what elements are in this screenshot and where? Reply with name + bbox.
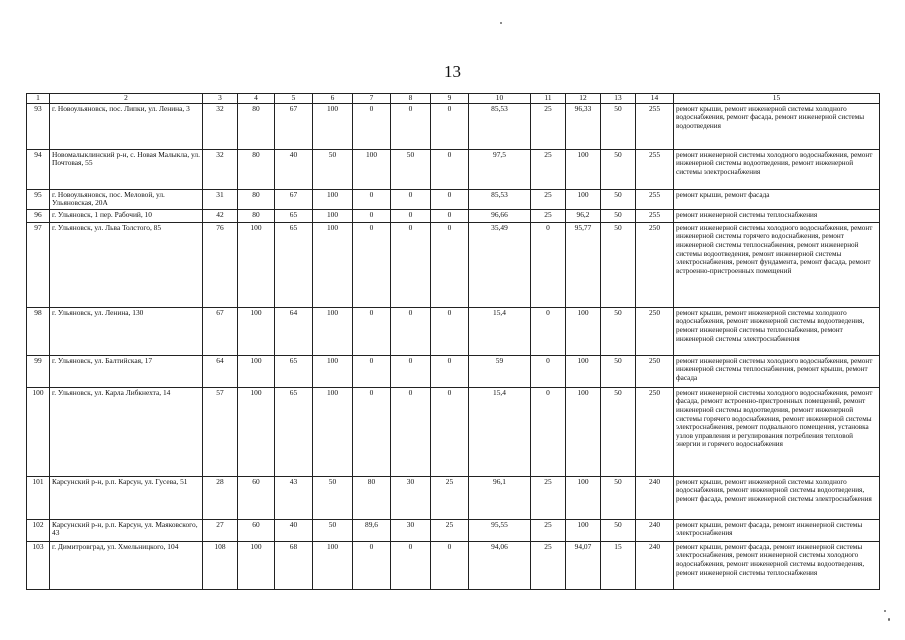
column-header-15: 15 bbox=[674, 94, 880, 104]
cell-c6: 100 bbox=[313, 209, 353, 222]
column-header-7: 7 bbox=[353, 94, 391, 104]
cell-c6: 100 bbox=[313, 103, 353, 149]
cell-c5: 67 bbox=[275, 189, 313, 209]
cell-c10: 96,1 bbox=[469, 476, 531, 519]
cell-c3: 57 bbox=[203, 387, 238, 476]
cell-c11: 25 bbox=[531, 149, 566, 189]
cell-c3: 27 bbox=[203, 519, 238, 541]
cell-c10: 85,53 bbox=[469, 189, 531, 209]
address-cell: г. Ульяновск, ул. Балтийская, 17 bbox=[50, 355, 203, 387]
column-header-10: 10 bbox=[469, 94, 531, 104]
cell-c3: 42 bbox=[203, 209, 238, 222]
row-number-cell: 94 bbox=[27, 149, 50, 189]
cell-c8: 0 bbox=[391, 209, 431, 222]
cell-c7: 0 bbox=[353, 103, 391, 149]
row-number-cell: 102 bbox=[27, 519, 50, 541]
cell-c3: 64 bbox=[203, 355, 238, 387]
cell-c8: 50 bbox=[391, 149, 431, 189]
cell-c8: 0 bbox=[391, 387, 431, 476]
cell-c6: 50 bbox=[313, 519, 353, 541]
column-header-4: 4 bbox=[238, 94, 275, 104]
cell-c8: 0 bbox=[391, 222, 431, 307]
cell-c4: 100 bbox=[238, 541, 275, 589]
address-cell: г. Ульяновск, 1 пер. Рабочий, 10 bbox=[50, 209, 203, 222]
cell-c12: 100 bbox=[566, 307, 601, 355]
cell-c12: 100 bbox=[566, 189, 601, 209]
table-row bbox=[27, 387, 880, 476]
cell-c3: 31 bbox=[203, 189, 238, 209]
cell-c4: 80 bbox=[238, 209, 275, 222]
column-header-9: 9 bbox=[431, 94, 469, 104]
cell-c14: 255 bbox=[636, 209, 674, 222]
cell-c12: 96,33 bbox=[566, 103, 601, 149]
cell-c8: 0 bbox=[391, 355, 431, 387]
cell-c6: 100 bbox=[313, 387, 353, 476]
works-cell: ремонт инженерной системы холодного водоснабжения, ремонт фасада, ремонт встроенно-пристроенных помещений, ремонт инженерной системы водоотведения, ремонт инженерной системы горячего водоснабжения, ремонт инженерной системы электроснабжения, ремонт подвального помещения, установка узлов управления и регулирования потребления тепловой энергии и горячего водоснабжения bbox=[674, 387, 880, 476]
cell-c9: 0 bbox=[431, 387, 469, 476]
cell-c14: 255 bbox=[636, 189, 674, 209]
works-cell: ремонт инженерной системы холодного водоснабжения, ремонт инженерной системы водоотведения, ремонт инженерной системы электроснабжения bbox=[674, 149, 880, 189]
cell-c10: 94,06 bbox=[469, 541, 531, 589]
cell-c5: 65 bbox=[275, 355, 313, 387]
works-cell: ремонт инженерной системы теплоснабжения bbox=[674, 209, 880, 222]
cell-c10: 15,4 bbox=[469, 307, 531, 355]
row-number-cell: 99 bbox=[27, 355, 50, 387]
cell-c9: 0 bbox=[431, 149, 469, 189]
row-number-cell: 100 bbox=[27, 387, 50, 476]
works-cell: ремонт крыши, ремонт инженерной системы холодного водоснабжения, ремонт фасада, ремонт инженерной системы водоотведения bbox=[674, 103, 880, 149]
cell-c12: 94,07 bbox=[566, 541, 601, 589]
cell-c8: 0 bbox=[391, 189, 431, 209]
cell-c7: 80 bbox=[353, 476, 391, 519]
cell-c3: 32 bbox=[203, 149, 238, 189]
cell-c13: 50 bbox=[601, 387, 636, 476]
cell-c9: 0 bbox=[431, 222, 469, 307]
cell-c12: 100 bbox=[566, 519, 601, 541]
cell-c14: 240 bbox=[636, 519, 674, 541]
cell-c3: 76 bbox=[203, 222, 238, 307]
cell-c7: 100 bbox=[353, 149, 391, 189]
works-cell: ремонт крыши, ремонт инженерной системы холодного водоснабжения, ремонт инженерной системы водоотведения, ремонт фасада, ремонт инженерной системы электроснабжения bbox=[674, 476, 880, 519]
cell-c6: 100 bbox=[313, 541, 353, 589]
cell-c3: 108 bbox=[203, 541, 238, 589]
address-cell: Карсунский р-н, р.п. Карсун, ул. Гусева, 51 bbox=[50, 476, 203, 519]
address-cell: Карсунский р-н, р.п. Карсун, ул. Маяковского, 43 bbox=[50, 519, 203, 541]
cell-c7: 0 bbox=[353, 222, 391, 307]
cell-c4: 80 bbox=[238, 149, 275, 189]
table-row bbox=[27, 519, 880, 541]
cell-c14: 250 bbox=[636, 222, 674, 307]
cell-c13: 15 bbox=[601, 541, 636, 589]
address-cell: г. Димитровград, ул. Хмельницкого, 104 bbox=[50, 541, 203, 589]
page-number: 13 bbox=[444, 62, 461, 81]
column-header-8: 8 bbox=[391, 94, 431, 104]
table-row bbox=[27, 222, 880, 307]
cell-c10: 95,55 bbox=[469, 519, 531, 541]
cell-c6: 100 bbox=[313, 189, 353, 209]
cell-c9: 25 bbox=[431, 519, 469, 541]
cell-c8: 0 bbox=[391, 103, 431, 149]
address-cell: г. Ульяновск, ул. Ленина, 130 bbox=[50, 307, 203, 355]
cell-c5: 65 bbox=[275, 209, 313, 222]
cell-c6: 100 bbox=[313, 222, 353, 307]
cell-c5: 64 bbox=[275, 307, 313, 355]
cell-c4: 100 bbox=[238, 355, 275, 387]
cell-c11: 0 bbox=[531, 387, 566, 476]
cell-c3: 28 bbox=[203, 476, 238, 519]
cell-c7: 0 bbox=[353, 387, 391, 476]
address-cell: г. Новоульяновск, пос. Липки, ул. Ленина, 3 bbox=[50, 103, 203, 149]
cell-c13: 50 bbox=[601, 307, 636, 355]
row-number-cell: 103 bbox=[27, 541, 50, 589]
column-header-3: 3 bbox=[203, 94, 238, 104]
cell-c13: 50 bbox=[601, 209, 636, 222]
cell-c8: 30 bbox=[391, 476, 431, 519]
cell-c10: 97,5 bbox=[469, 149, 531, 189]
repair-program-table bbox=[26, 93, 880, 590]
cell-c5: 65 bbox=[275, 222, 313, 307]
cell-c4: 60 bbox=[238, 519, 275, 541]
cell-c13: 50 bbox=[601, 103, 636, 149]
cell-c4: 100 bbox=[238, 222, 275, 307]
cell-c5: 40 bbox=[275, 149, 313, 189]
works-cell: ремонт крыши, ремонт инженерной системы холодного водоснабжения, ремонт инженерной системы водоотведения, ремонт инженерной системы теплоснабжения, ремонт инженерной системы электроснабжения bbox=[674, 307, 880, 355]
row-number-cell: 93 bbox=[27, 103, 50, 149]
address-cell: г. Ульяновск, ул. Карла Либкнехта, 14 bbox=[50, 387, 203, 476]
cell-c10: 96,66 bbox=[469, 209, 531, 222]
column-header-1: 1 bbox=[27, 94, 50, 104]
cell-c11: 0 bbox=[531, 307, 566, 355]
cell-c13: 50 bbox=[601, 222, 636, 307]
row-number-cell: 96 bbox=[27, 209, 50, 222]
cell-c8: 0 bbox=[391, 307, 431, 355]
cell-c5: 68 bbox=[275, 541, 313, 589]
cell-c11: 25 bbox=[531, 476, 566, 519]
cell-c6: 50 bbox=[313, 476, 353, 519]
cell-c7: 0 bbox=[353, 307, 391, 355]
cell-c13: 50 bbox=[601, 519, 636, 541]
cell-c7: 0 bbox=[353, 189, 391, 209]
cell-c5: 40 bbox=[275, 519, 313, 541]
cell-c4: 80 bbox=[238, 103, 275, 149]
cell-c7: 89,6 bbox=[353, 519, 391, 541]
column-header-13: 13 bbox=[601, 94, 636, 104]
cell-c8: 30 bbox=[391, 519, 431, 541]
row-number-cell: 95 bbox=[27, 189, 50, 209]
cell-c5: 65 bbox=[275, 387, 313, 476]
cell-c11: 25 bbox=[531, 103, 566, 149]
cell-c4: 80 bbox=[238, 189, 275, 209]
works-cell: ремонт крыши, ремонт фасада, ремонт инженерной системы электроснабжения, ремонт инженерной системы холодного водоснабжения, ремонт инженерной системы водоотведения, ремонт инженерной системы теплоснабжения bbox=[674, 541, 880, 589]
cell-c4: 60 bbox=[238, 476, 275, 519]
cell-c10: 35,49 bbox=[469, 222, 531, 307]
cell-c13: 50 bbox=[601, 355, 636, 387]
cell-c9: 0 bbox=[431, 541, 469, 589]
cell-c6: 100 bbox=[313, 355, 353, 387]
table-row bbox=[27, 149, 880, 189]
cell-c3: 32 bbox=[203, 103, 238, 149]
cell-c13: 50 bbox=[601, 149, 636, 189]
cell-c9: 0 bbox=[431, 307, 469, 355]
cell-c9: 0 bbox=[431, 103, 469, 149]
cell-c10: 85,53 bbox=[469, 103, 531, 149]
cell-c9: 0 bbox=[431, 189, 469, 209]
cell-c8: 0 bbox=[391, 541, 431, 589]
works-cell: ремонт инженерной системы холодного водоснабжения, ремонт инженерной системы горячего водоснабжения, ремонт инженерной системы теплоснабжения, ремонт инженерной системы водоотведения, ремонт инженерной системы электроснабжения, ремонт фундамента, ремонт фасада, ремонт встроенно-пристроенных помещений bbox=[674, 222, 880, 307]
cell-c9: 0 bbox=[431, 355, 469, 387]
cell-c5: 43 bbox=[275, 476, 313, 519]
table-row bbox=[27, 189, 880, 209]
cell-c11: 25 bbox=[531, 209, 566, 222]
cell-c14: 240 bbox=[636, 476, 674, 519]
cell-c12: 100 bbox=[566, 355, 601, 387]
row-number-cell: 97 bbox=[27, 222, 50, 307]
cell-c4: 100 bbox=[238, 307, 275, 355]
address-cell: г. Новоульяновск, пос. Меловой, ул. Ульяновская, 20А bbox=[50, 189, 203, 209]
table-row bbox=[27, 307, 880, 355]
cell-c14: 255 bbox=[636, 103, 674, 149]
cell-c7: 0 bbox=[353, 355, 391, 387]
cell-c11: 25 bbox=[531, 189, 566, 209]
cell-c11: 0 bbox=[531, 222, 566, 307]
address-cell: Новомалыклинский р-н, с. Новая Малыкла, ул. Почтовая, 55 bbox=[50, 149, 203, 189]
cell-c6: 50 bbox=[313, 149, 353, 189]
cell-c11: 0 bbox=[531, 355, 566, 387]
table-row bbox=[27, 541, 880, 589]
cell-c13: 50 bbox=[601, 476, 636, 519]
cell-c7: 0 bbox=[353, 209, 391, 222]
table-row bbox=[27, 476, 880, 519]
cell-c9: 25 bbox=[431, 476, 469, 519]
works-cell: ремонт крыши, ремонт фасада bbox=[674, 189, 880, 209]
cell-c11: 25 bbox=[531, 541, 566, 589]
table-body bbox=[27, 103, 880, 589]
works-cell: ремонт крыши, ремонт фасада, ремонт инженерной системы электроснабжения bbox=[674, 519, 880, 541]
column-header-2: 2 bbox=[50, 94, 203, 104]
cell-c12: 100 bbox=[566, 149, 601, 189]
scan-speck bbox=[884, 610, 886, 612]
cell-c5: 67 bbox=[275, 103, 313, 149]
works-cell: ремонт инженерной системы холодного водоснабжения, ремонт инженерной системы теплоснабжения, ремонт крыши, ремонт фасада bbox=[674, 355, 880, 387]
cell-c4: 100 bbox=[238, 387, 275, 476]
cell-c12: 100 bbox=[566, 387, 601, 476]
column-header-12: 12 bbox=[566, 94, 601, 104]
cell-c10: 15,4 bbox=[469, 387, 531, 476]
table-row bbox=[27, 209, 880, 222]
cell-c12: 96,2 bbox=[566, 209, 601, 222]
row-number-cell: 101 bbox=[27, 476, 50, 519]
row-number-cell: 98 bbox=[27, 307, 50, 355]
cell-c13: 50 bbox=[601, 189, 636, 209]
cell-c14: 250 bbox=[636, 355, 674, 387]
address-cell: г. Ульяновск, ул. Льва Толстого, 85 bbox=[50, 222, 203, 307]
cell-c14: 250 bbox=[636, 387, 674, 476]
cell-c14: 240 bbox=[636, 541, 674, 589]
cell-c14: 250 bbox=[636, 307, 674, 355]
cell-c6: 100 bbox=[313, 307, 353, 355]
cell-c9: 0 bbox=[431, 209, 469, 222]
cell-c7: 0 bbox=[353, 541, 391, 589]
scan-speck bbox=[500, 22, 502, 24]
table-row bbox=[27, 355, 880, 387]
cell-c10: 59 bbox=[469, 355, 531, 387]
column-header-6: 6 bbox=[313, 94, 353, 104]
cell-c12: 100 bbox=[566, 476, 601, 519]
header-row bbox=[27, 94, 880, 104]
cell-c14: 255 bbox=[636, 149, 674, 189]
cell-c3: 67 bbox=[203, 307, 238, 355]
table-row bbox=[27, 103, 880, 149]
cell-c12: 95,77 bbox=[566, 222, 601, 307]
column-header-14: 14 bbox=[636, 94, 674, 104]
column-header-5: 5 bbox=[275, 94, 313, 104]
column-header-11: 11 bbox=[531, 94, 566, 104]
scan-speck bbox=[888, 618, 890, 621]
cell-c11: 25 bbox=[531, 519, 566, 541]
